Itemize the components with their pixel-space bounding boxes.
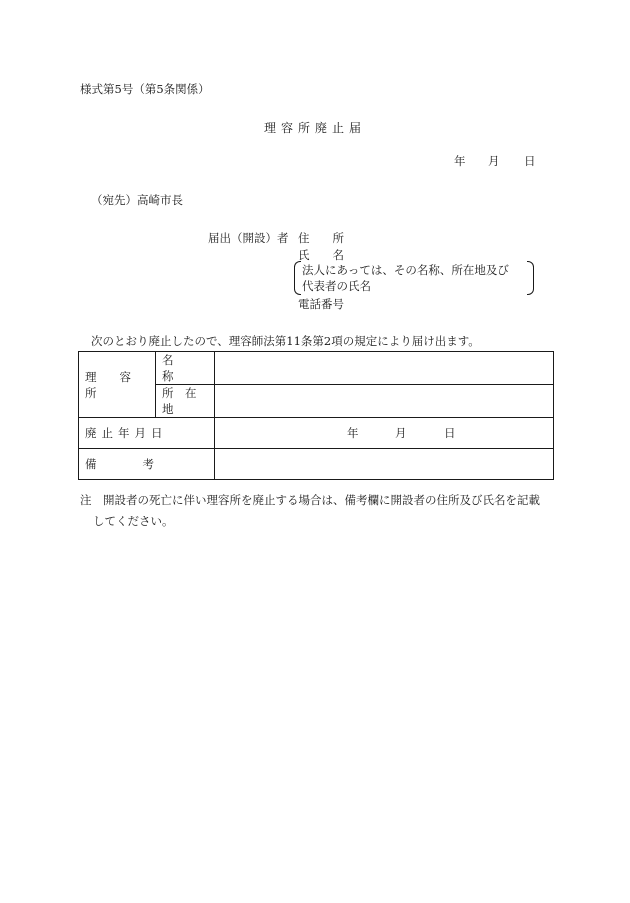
remarks-label-cell xyxy=(79,449,215,480)
corporate-note-line2: 代表者の氏名 xyxy=(302,279,371,293)
document-title: 理容所廃止届 xyxy=(263,121,366,135)
closure-year-label: 年 xyxy=(347,426,359,440)
footnote-line1: 注 開設者の死亡に伴い理容所を廃止する場合は、備考欄に開設者の住所及び氏名を記載 xyxy=(80,493,540,507)
applicant-address-label: 住 所 xyxy=(298,231,344,245)
barbershop-label: 理 容 所 xyxy=(85,369,154,400)
date-month-label: 月 xyxy=(488,154,500,168)
closure-date-label-cell xyxy=(79,418,215,449)
closure-month-label: 月 xyxy=(395,426,407,440)
shop-name-field[interactable] xyxy=(215,352,554,385)
applicant-phone-label: 電話番号 xyxy=(298,297,344,311)
date-day-label: 日 xyxy=(524,154,536,168)
applicant-name-label: 氏 名 xyxy=(298,248,344,262)
left-bracket xyxy=(294,261,301,295)
corporate-note xyxy=(294,261,534,295)
shop-location-label-cell xyxy=(156,385,215,418)
form-number: 様式第5号（第5条関係） xyxy=(80,82,210,96)
shop-location-field[interactable] xyxy=(215,385,554,418)
applicant-role-label: 届出（開設）者 xyxy=(208,231,289,245)
right-bracket xyxy=(527,261,534,295)
statement-text: 次のとおり廃止したので、理容師法第11条第2項の規定により届け出ます。 xyxy=(91,334,480,348)
remarks-label: 備 考 xyxy=(85,457,154,471)
date-year-label: 年 xyxy=(454,154,466,168)
closure-day-label: 日 xyxy=(444,426,456,440)
corporate-note-line1: 法人にあっては、その名称、所在地及び xyxy=(302,263,509,277)
footnote-line2: してください。 xyxy=(93,514,174,528)
remarks-field[interactable] xyxy=(215,449,554,480)
addressee: （宛先）高崎市長 xyxy=(91,193,183,207)
shop-name-label-cell xyxy=(156,352,215,385)
shop-name-label: 名 称 xyxy=(162,353,208,383)
closure-date-label: 廃止年月日 xyxy=(85,426,168,440)
closure-date-field[interactable] xyxy=(215,418,554,449)
closure-details-table xyxy=(78,351,554,480)
barbershop-header-cell xyxy=(79,352,156,418)
shop-location-label: 所 在 地 xyxy=(162,386,208,416)
